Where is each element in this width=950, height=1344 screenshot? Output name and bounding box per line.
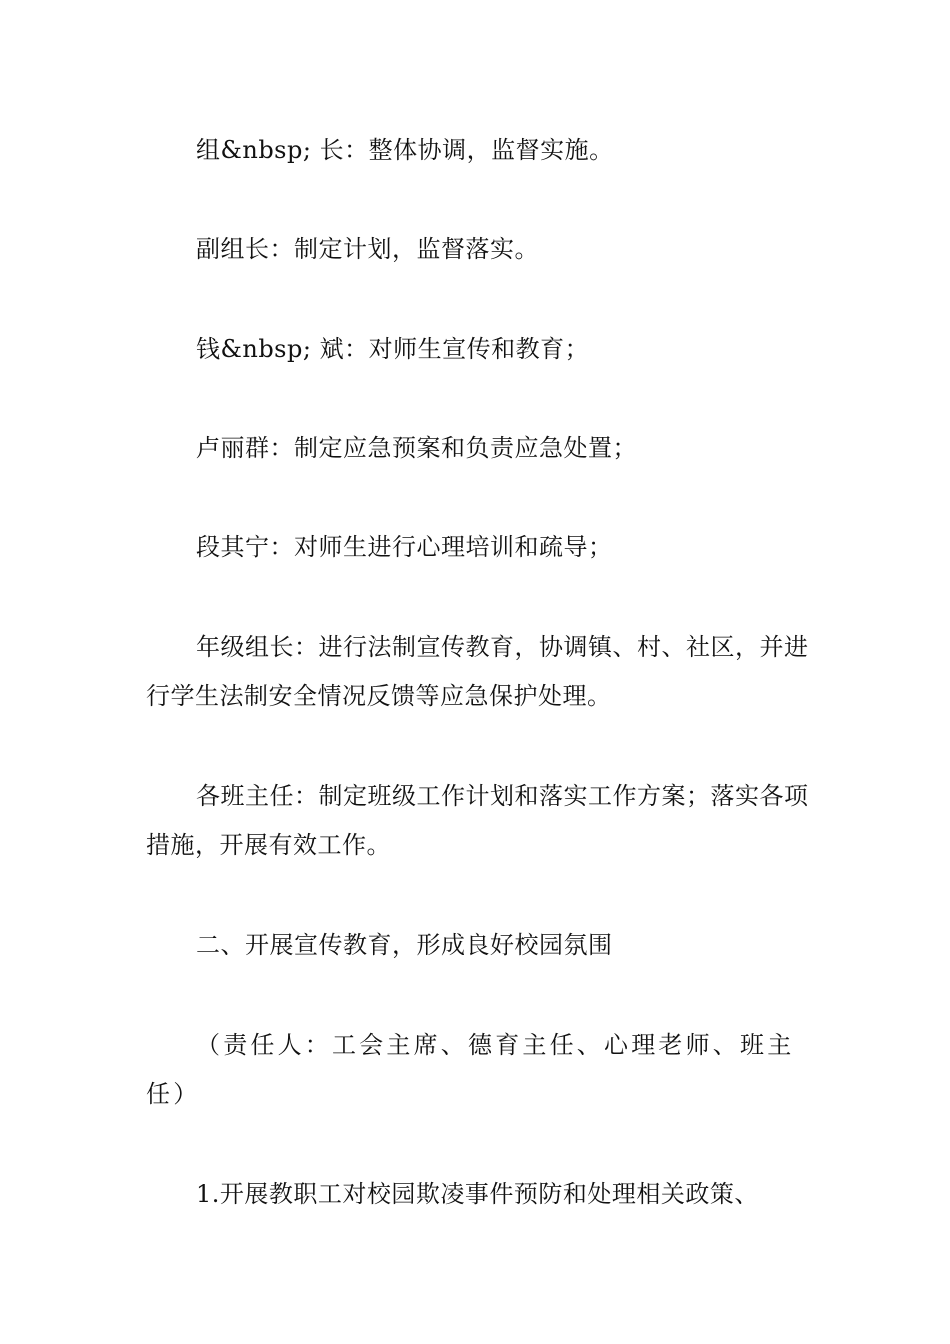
paragraph-grade-leaders: 年级组长：进行法制宣传教育，协调镇、村、社区，并进行学生法制安全情况反馈等应急保护处理。 (146, 633, 809, 710)
paragraph-lu-liqun: 卢丽群：制定应急预案和负责应急处置； (196, 434, 637, 462)
paragraph-responsible-persons: （责任人：工会主席、德育主任、心理老师、班主任） (146, 1031, 795, 1108)
paragraph-qian-bin: 钱&nbsp; 斌：对师生宣传和教育； (196, 335, 590, 363)
paragraph-item-1: 1.开展教职工对校园欺凌事件预防和处理相关政策、 (196, 1180, 759, 1208)
paragraph-class-teachers: 各班主任：制定班级工作计划和落实工作方案；落实各项措施，开展有效工作。 (146, 782, 809, 859)
section-heading-publicity-education: 二、开展宣传教育，形成良好校园氛围 (196, 931, 613, 959)
paragraph-duan-qining: 段其宁：对师生进行心理培训和疏导； (196, 533, 613, 561)
paragraph-deputy-leader: 副组长：制定计划，监督落实。 (196, 235, 539, 263)
paragraph-group-leader: 组&nbsp; 长：整体协调，监督实施。 (196, 136, 614, 164)
